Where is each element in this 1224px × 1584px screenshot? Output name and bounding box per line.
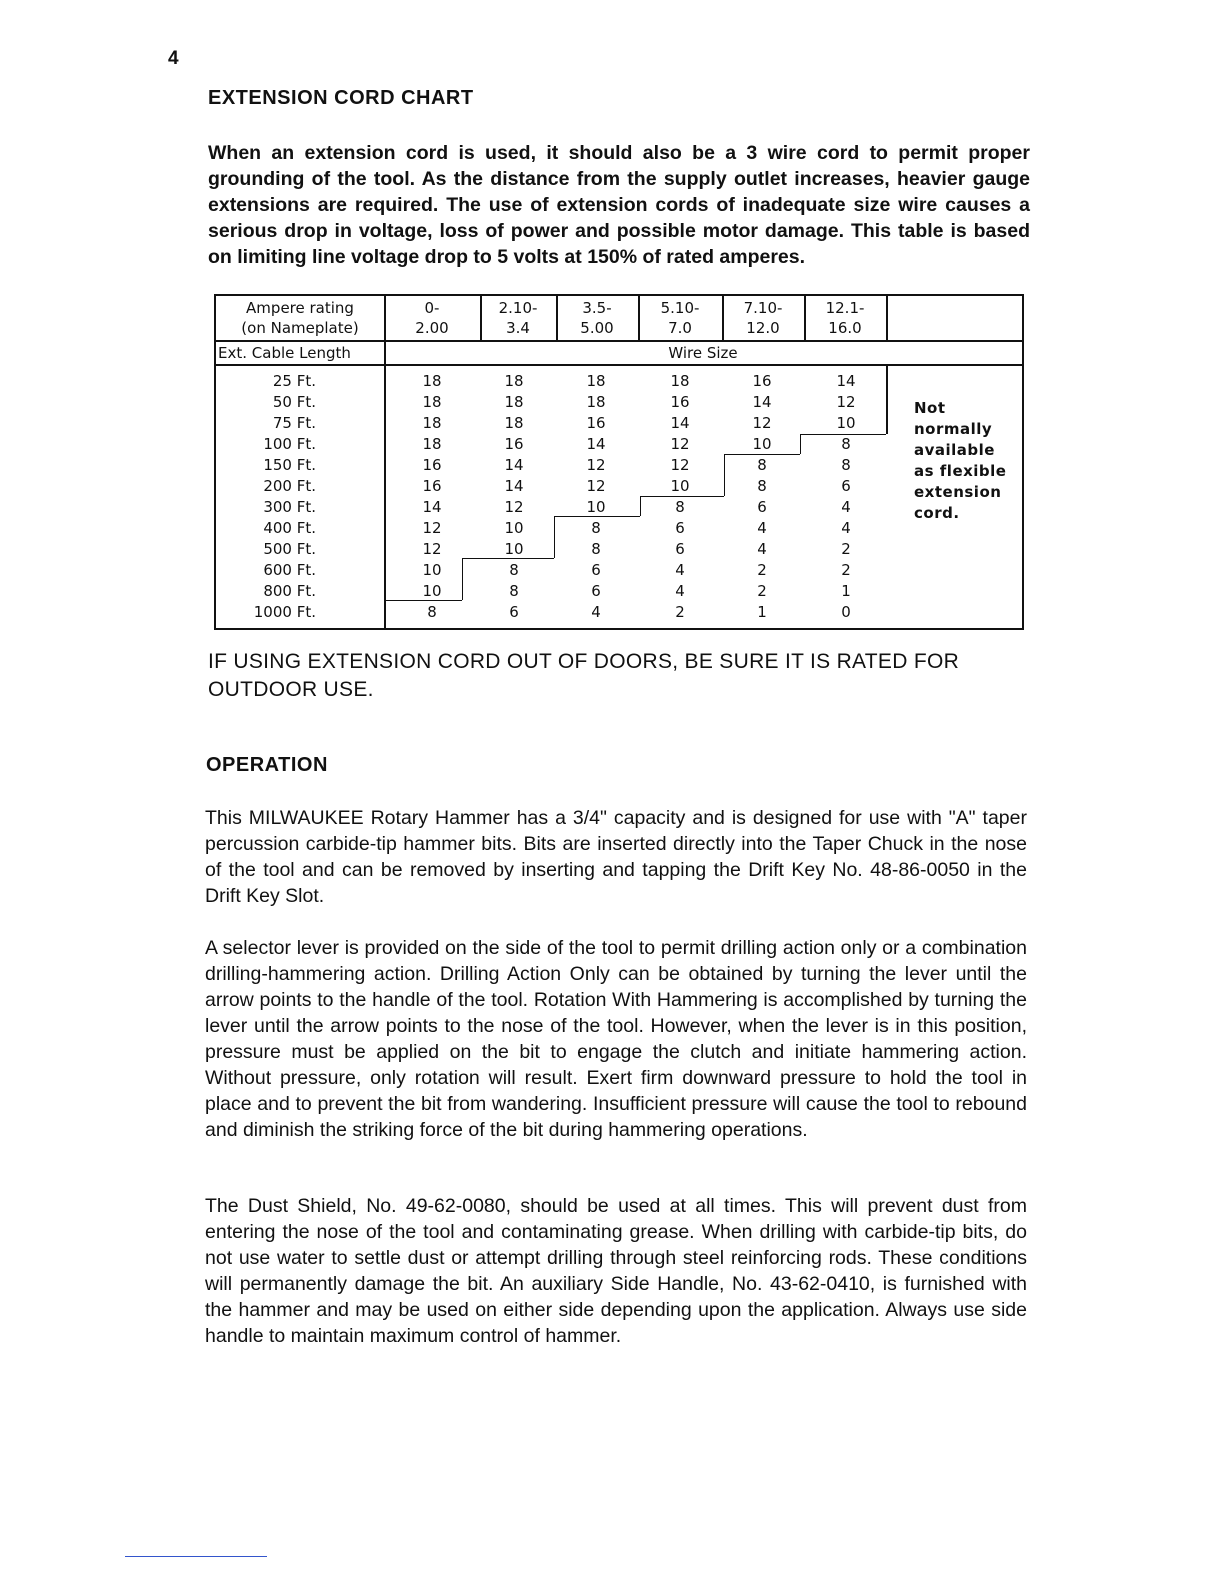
wire-size-cell: 10	[504, 519, 524, 537]
wire-size-cell: 16	[504, 435, 524, 453]
range-divider	[480, 296, 482, 340]
wire-size-cell: 16	[586, 414, 606, 432]
wire-size-cell: 6	[757, 498, 767, 516]
wire-size-cell: 4	[591, 603, 601, 621]
staircase-line	[640, 496, 641, 516]
wire-size-cell: 8	[757, 456, 767, 474]
staircase-line	[554, 516, 640, 517]
not-available-note	[914, 398, 1006, 524]
staircase-line	[800, 434, 886, 435]
length-column-divider	[384, 296, 386, 628]
cable-length-cell: 500 Ft.	[263, 540, 316, 558]
wire-size-cell: 4	[675, 582, 685, 600]
staircase-line	[640, 496, 724, 497]
wire-size-cell: 2	[675, 603, 685, 621]
wire-size-cell: 4	[675, 561, 685, 579]
outdoor-use-warning: IF USING EXTENSION CORD OUT OF DOORS, BE SURE IT IS RATED FOR OUTDOOR USE.	[208, 650, 960, 701]
ampere-range-header	[384, 298, 480, 338]
wire-size-cell: 12	[504, 498, 524, 516]
operation-paragraph-3: The Dust Shield, No. 49-62-0080, should be used at all times. This will prevent dust from entering the nose of the tool and contaminating grease. When drilling with carbide-tip bits, do not use water to settle dust or attempt drilling through steel reinforcing rods. These conditions will permanently damage the bit. An auxiliary Side Handle, No. 43-62-0410, is furnished with the hammer and may be used on either side depending upon the application. Always use side handle to maintain maximum control of hammer.	[205, 1195, 1027, 1347]
cable-length-cell: 25 Ft.	[272, 372, 316, 390]
wire-size-cell: 14	[836, 372, 856, 390]
wire-size-cell: 16	[670, 393, 690, 411]
wire-size-cell: 10	[422, 561, 442, 579]
wire-size-cell: 18	[422, 435, 442, 453]
note-line: available	[914, 441, 995, 459]
wire-size-cell: 18	[504, 393, 524, 411]
ampere-range-bottom: 7.0	[668, 319, 692, 337]
ampere-range-top: 7.10-	[743, 299, 783, 317]
wire-size-cell: 6	[591, 561, 601, 579]
wire-size-cell: 18	[422, 414, 442, 432]
ampere-rating-label	[216, 298, 384, 338]
staircase-line	[554, 516, 555, 558]
wire-size-cell: 6	[841, 477, 851, 495]
page-number: 4	[168, 48, 179, 69]
wire-size-cell: 18	[670, 372, 690, 390]
wire-size-cell: 10	[586, 498, 606, 516]
wire-size-cell: 2	[841, 561, 851, 579]
operation-paragraph-2: A selector lever is provided on the side of the tool to permit drilling action only or a combination drilling-hammering action. Drilling Action Only can be obtained by turning the lever until the arrow points to the handle of the tool. Rotation With Hammering is accomplished by turning the lever until the arrow points to the nose of the tool. However, when the lever is in this position, pressure must be applied on the bit to engage the clutch and initiate hammering action. Without pressure, only rotation will result. Exert firm downward pressure to hold the tool in place and to prevent the bit from wandering. Insufficient pressure will cause the tool to rebound and diminish the striking force of the bit during hammering operations.	[205, 937, 1027, 1141]
ampere-range-top: 5.10-	[660, 299, 700, 317]
cable-length-cell: 600 Ft.	[263, 561, 316, 579]
wire-size-cell: 16	[422, 477, 442, 495]
footer-rule	[125, 1556, 267, 1557]
cable-length-cell: 150 Ft.	[263, 456, 316, 474]
ampere-range-header	[638, 298, 722, 338]
wire-size-cell: 8	[841, 435, 851, 453]
note-line: cord.	[914, 504, 960, 522]
wire-size-cell: 12	[836, 393, 856, 411]
wire-size-cell: 18	[586, 393, 606, 411]
staircase-line	[386, 600, 462, 601]
ampere-range-top: 0-	[424, 299, 440, 317]
wire-size-cell: 8	[841, 456, 851, 474]
staircase-line	[462, 558, 554, 559]
range-divider	[722, 296, 724, 340]
wire-size-cell: 10	[670, 477, 690, 495]
wire-size-cell: 4	[757, 519, 767, 537]
operation-paragraph-1: This MILWAUKEE Rotary Hammer has a 3/4" capacity and is designed for use with "A" taper percussion carbide-tip hammer bits. Bits are inserted directly into the Taper Chuck in the nose of the tool and can be removed by inserting and tapping the Drift Key No. 48-86-0050 in the Drift Key Slot.	[205, 807, 1027, 907]
wire-size-cell: 4	[757, 540, 767, 558]
ampere-range-bottom: 5.00	[580, 319, 614, 337]
wire-size-cell: 10	[504, 540, 524, 558]
extension-cord-table	[214, 294, 1024, 630]
header-divider	[216, 340, 1022, 342]
wire-size-cell: 18	[422, 372, 442, 390]
wire-size-cell: 18	[504, 372, 524, 390]
ampere-rating-line1: Ampere rating	[246, 299, 354, 317]
wire-size-cell: 14	[752, 393, 772, 411]
cable-length-cell: 50 Ft.	[272, 393, 316, 411]
wire-size-cell: 4	[841, 498, 851, 516]
cable-length-cell: 300 Ft.	[263, 498, 316, 516]
wire-size-cell: 2	[841, 540, 851, 558]
wire-size-cell: 6	[675, 519, 685, 537]
wire-size-cell: 2	[757, 561, 767, 579]
range-divider	[886, 296, 888, 340]
ampere-range-top: 3.5-	[582, 299, 612, 317]
wire-size-cell: 14	[504, 456, 524, 474]
wire-size-cell: 8	[509, 582, 519, 600]
wire-size-cell: 1	[841, 582, 851, 600]
wire-size-cell: 10	[836, 414, 856, 432]
wire-size-cell: 8	[509, 561, 519, 579]
wire-size-cell: 12	[422, 519, 442, 537]
range-divider	[804, 296, 806, 340]
not-available-divider	[886, 364, 888, 434]
wire-size-cell: 6	[509, 603, 519, 621]
wire-size-cell: 4	[841, 519, 851, 537]
wire-size-label: Wire Size	[668, 344, 738, 362]
wire-size-cell: 14	[586, 435, 606, 453]
wire-size-cell: 16	[752, 372, 772, 390]
wire-size-cell: 14	[670, 414, 690, 432]
staircase-line	[800, 434, 801, 454]
ampere-range-header	[556, 298, 638, 338]
note-line: extension	[914, 483, 1002, 501]
wire-size-cell: 6	[591, 582, 601, 600]
wire-size-cell: 8	[427, 603, 437, 621]
ampere-range-header	[804, 298, 886, 338]
operation-heading: OPERATION	[206, 754, 328, 776]
ampere-range-bottom: 16.0	[828, 319, 862, 337]
wire-size-cell: 10	[752, 435, 772, 453]
extension-cord-chart-heading: EXTENSION CORD CHART	[208, 87, 474, 109]
note-line: normally	[914, 420, 993, 438]
ampere-range-bottom: 12.0	[746, 319, 780, 337]
note-line: as flexible	[914, 462, 1007, 480]
subheader-divider	[216, 364, 1022, 366]
wire-size-cell: 16	[422, 456, 442, 474]
wire-size-cell: 18	[504, 414, 524, 432]
wire-size-cell: 8	[591, 519, 601, 537]
wire-size-cell: 0	[841, 603, 851, 621]
wire-size-cell: 12	[586, 456, 606, 474]
wire-size-cell: 8	[757, 477, 767, 495]
cable-length-cell: 75 Ft.	[272, 414, 316, 432]
wire-size-cell: 1	[757, 603, 767, 621]
range-divider	[638, 296, 640, 340]
wire-size-cell: 18	[422, 393, 442, 411]
wire-size-cell: 14	[504, 477, 524, 495]
wire-size-cell: 10	[422, 582, 442, 600]
cable-length-cell: 1000 Ft.	[253, 603, 316, 621]
staircase-line	[462, 558, 463, 600]
cable-length-cell: 400 Ft.	[263, 519, 316, 537]
ampere-range-header	[722, 298, 804, 338]
wire-size-cell: 12	[670, 456, 690, 474]
intro-paragraph: When an extension cord is used, it should also be a 3 wire cord to permit proper grounding of the tool. As the distance from the supply outlet increases, heavier gauge extensions are required. The use of extension cords of inadequate size wire causes a serious drop in voltage, loss of power and possible motor damage. This table is based on limiting line voltage drop to 5 volts at 150% of rated amperes.	[208, 142, 1030, 268]
ampere-range-header	[480, 298, 556, 338]
ampere-range-bottom: 2.00	[415, 319, 449, 337]
wire-size-cell: 12	[670, 435, 690, 453]
ampere-range-top: 12.1-	[825, 299, 865, 317]
wire-size-cell: 8	[591, 540, 601, 558]
wire-size-cell: 12	[586, 477, 606, 495]
range-divider	[556, 296, 558, 340]
ext-cable-length-label: Ext. Cable Length	[218, 344, 351, 362]
ampere-rating-line2: (on Nameplate)	[241, 319, 359, 337]
wire-size-cell: 12	[422, 540, 442, 558]
wire-size-cell: 2	[757, 582, 767, 600]
wire-size-cell: 18	[586, 372, 606, 390]
ampere-range-top: 2.10-	[498, 299, 538, 317]
cable-length-cell: 800 Ft.	[263, 582, 316, 600]
wire-size-cell: 6	[675, 540, 685, 558]
ampere-range-bottom: 3.4	[506, 319, 530, 337]
staircase-line	[724, 454, 800, 455]
cable-length-cell: 200 Ft.	[263, 477, 316, 495]
wire-size-cell: 8	[675, 498, 685, 516]
note-line: Not	[914, 399, 946, 417]
wire-size-cell: 12	[752, 414, 772, 432]
wire-size-cell: 14	[422, 498, 442, 516]
staircase-line	[724, 454, 725, 496]
cable-length-cell: 100 Ft.	[263, 435, 316, 453]
